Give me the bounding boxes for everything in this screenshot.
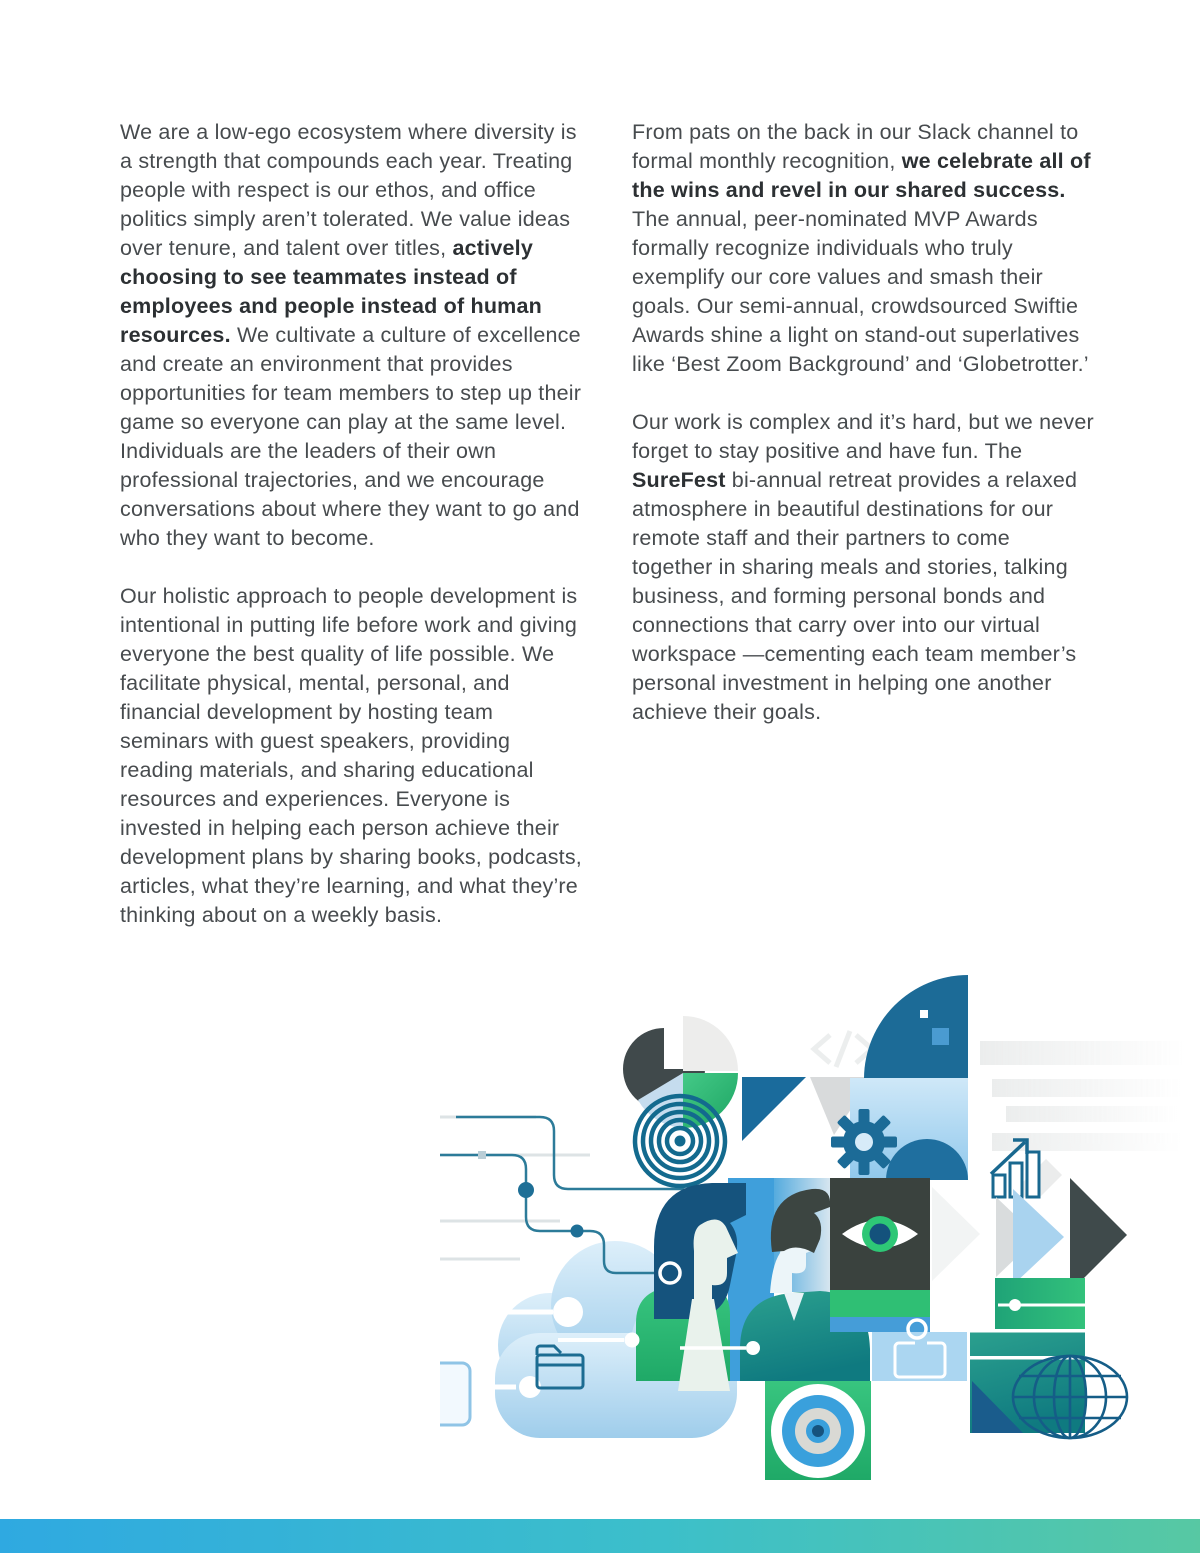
gear-icon	[831, 1109, 897, 1175]
bold-text-run: we celebrate all of the wins and revel in our shared success.	[632, 149, 1091, 202]
paragraph	[120, 582, 582, 930]
bold-text-run: actively choosing to see teammates instead of employees and people instead of human resources.	[120, 236, 542, 347]
faint-triangle	[932, 1187, 980, 1281]
paragraph	[120, 118, 582, 553]
text-run: The annual, peer-nominated MVP Awards formally recognize individuals who truly exemplify our core values and smash their goals. Our semi-annual, crowdsourced Swiftie Awards shine a light on stand-out superlatives like ‘Best Zoom Background’ and ‘Globetrotter.’	[632, 207, 1089, 376]
eye-icon	[830, 1178, 930, 1332]
text-run: Our work is complex and it’s hard, but we never forget to stay positive and have fun. The	[632, 410, 1094, 463]
bullseye-icon	[765, 1381, 871, 1480]
window-icon	[440, 1363, 470, 1425]
text-run: Our holistic approach to people development is intentional in putting life before work and giving everyone the best quality of life possible. We facilitate physical, mental, personal, and financial development by hosting team seminars with guest speakers, providing reading materials, and sharing educational resources and experiences. Everyone is invested in helping each person achieve their development plans by sharing books, podcasts, articles, what they’re learning, and what they’re thinking about on a weekly basis.	[120, 584, 582, 927]
text-run: From pats on the back in our Slack channel to formal monthly recognition,	[632, 120, 1079, 173]
decorative-illustration	[440, 955, 1200, 1508]
footer-gradient-bar	[0, 1519, 1200, 1553]
text-run: We are a low-ego ecosystem where diversity is a strength that compounds each year. Treating people with respect is our ethos, and office politics simply aren’t tolerated. We value ideas over tenure, and talent over titles,	[120, 120, 577, 260]
paragraph	[632, 118, 1094, 379]
text-run: We cultivate a culture of excellence and create an environment that provides opportunities for team members to step up their game so everyone can play at the same level. Individuals are the leaders of their own professional trajectories, and we encourage conversations about where they want to go and who they want to become.	[120, 323, 582, 550]
arrow-triangles-icon	[996, 1178, 1127, 1292]
speed-lines	[980, 1041, 1185, 1151]
right-column	[632, 118, 1094, 756]
code-brackets-icon	[814, 1031, 872, 1067]
paragraph	[632, 408, 1094, 727]
text-run: bi-annual retreat provides a relaxed atmosphere in beautiful destinations for our remote staff and their partners to come together in sharing meals and stories, talking business, and forming personal bonds and connections that carry over into our virtual workspace —cementing each team member’s personal investment in helping one another achieve their goals.	[632, 468, 1078, 724]
globe-icon	[1013, 1356, 1127, 1438]
left-column	[120, 118, 582, 959]
bold-text-run: SureFest	[632, 468, 726, 492]
quarter-circle-tile	[864, 975, 968, 1078]
